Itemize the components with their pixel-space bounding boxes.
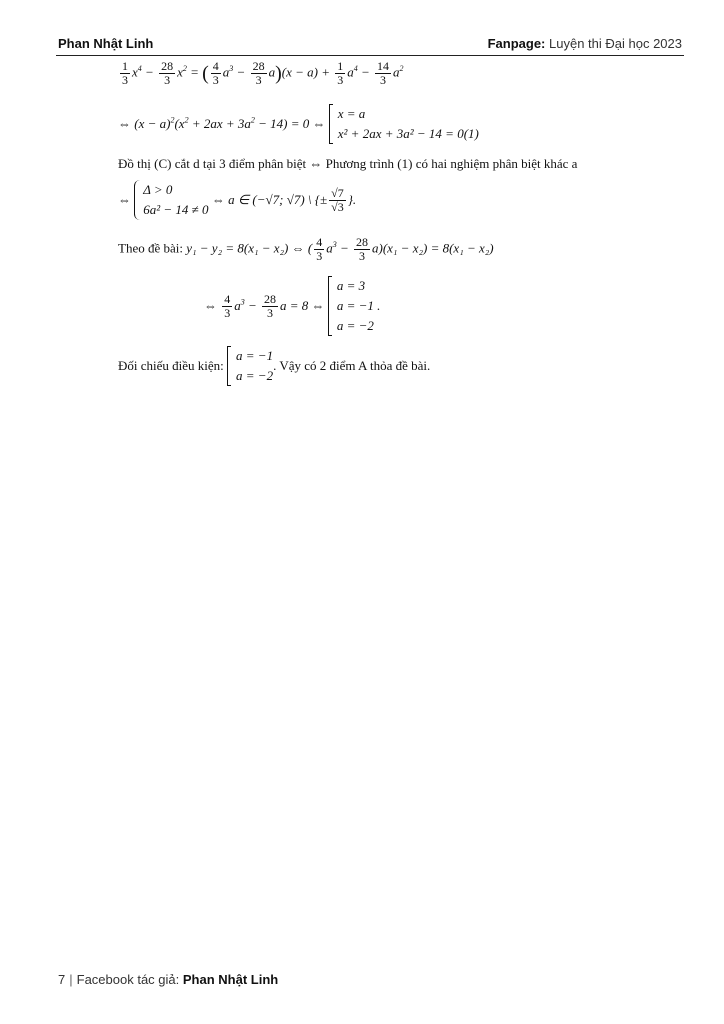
equation-line-6: ⇔ $\frac{4}{3}$ $a^3$ − $\frac{28}{3}$ a = 8 ⇔ a = 3 a = −1 . a = −2 xyxy=(204,276,380,336)
page-footer xyxy=(58,972,278,987)
footer-author: Phan Nhật Linh xyxy=(182,972,279,987)
footer-label: Facebook tác giả: xyxy=(76,972,180,987)
conclusion-line: Đối chiếu điều kiện: a = −1 a = −2 . Vậy có 2 điểm A thỏa đề bài. xyxy=(118,346,430,386)
text-line-3: Đồ thị (C) cắt d tại 3 điểm phân biệt ⇔ Phương trình (1) có hai nghiệm phân biệt khác a xyxy=(118,156,578,171)
page-number: 7 xyxy=(58,972,66,987)
fanpage-value: Luyện thi Đại học 2023 xyxy=(545,36,682,51)
fanpage-label: Fanpage: xyxy=(487,36,546,51)
final-bracket: a = −1 a = −2 xyxy=(227,346,273,386)
header-author: Phan Nhật Linh xyxy=(58,36,154,51)
equation-line-4: ⇔ Δ > 0 6a² − 14 ≠ 0 ⇔ a ∈ (−√7; √7) \ {± $\frac{√7}{√3}$ }. xyxy=(118,180,356,220)
header-rule xyxy=(56,55,684,56)
header-fanpage xyxy=(488,36,682,51)
equation-line-2: ⇔ $(x - a)^2(x^2 + 2ax + 3a^2 - 14) = 0$ ⇔ x = a x² + 2ax + 3a² − 14 = 0(1) xyxy=(118,104,479,144)
solutions-bracket: a = 3 a = −1 . a = −2 xyxy=(328,276,381,336)
footer-separator: | xyxy=(69,972,73,987)
case-bracket: x = a x² + 2ax + 3a² − 14 = 0(1) xyxy=(329,104,479,144)
equation-line-1: $\frac{1}{3}$ $x^4$ − $\frac{28}{3}$ $x^2$ = ( $\frac{4}{3}$ $a^3$ − $\frac{28}{3}$ a)(x − a) + $\frac{1}{3}$ $a^4$ − $\frac{14}{3}$ $a^2$ xyxy=(122,59,404,87)
equation-line-5: Theo đề bài: y₁ − y₂ = 8(x₁ − x₂) ⇔ ( $\frac{4}{3}$ $a^3$ − $\frac{28}{3}$ a)(x₁ − x₂) = 8(x₁ − x₂) xyxy=(118,235,494,263)
system-brace: Δ > 0 6a² − 14 ≠ 0 xyxy=(134,180,208,220)
